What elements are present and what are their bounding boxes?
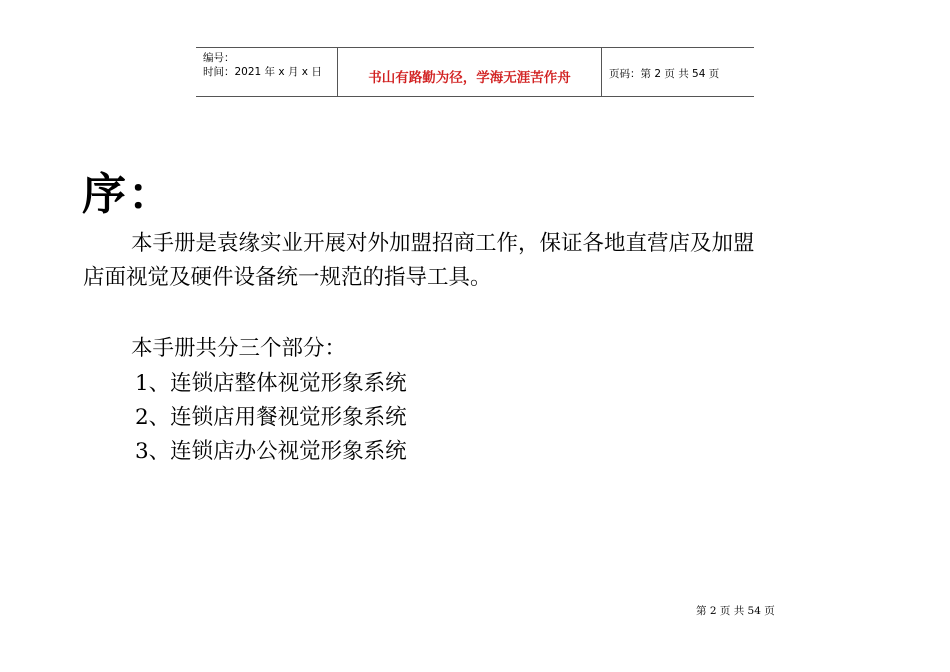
header-motto-cell (338, 48, 602, 96)
document-time-label: 时间：2021 年 x 月 x 日 (203, 66, 322, 78)
list-item: 1、连锁店整体视觉形象系统 (135, 371, 407, 396)
header-motto: 书山有路勤为径，学海无涯苦作舟 (368, 70, 571, 86)
header-table (196, 47, 754, 97)
parts-intro: 本手册共分三个部分： (131, 336, 347, 361)
document-code-label: 编号： (203, 52, 235, 64)
header-page-cell (602, 48, 754, 96)
header-page-info: 页码：第 2 页 共 54 页 (609, 68, 720, 80)
list-item: 3、连锁店办公视觉形象系统 (135, 439, 407, 464)
footer-page-number: 第 2 页 共 54 页 (696, 605, 775, 617)
list-item: 2、连锁店用餐视觉形象系统 (135, 405, 407, 430)
intro-paragraph-line-1: 本手册是袁缘实业开展对外加盟招商工作，保证各地直营店及加盟 (131, 231, 755, 256)
header-info-cell (196, 48, 338, 96)
section-title: 序： (82, 169, 174, 220)
intro-paragraph-line-2: 店面视觉及硬件设备统一规范的指导工具。 (83, 265, 492, 290)
